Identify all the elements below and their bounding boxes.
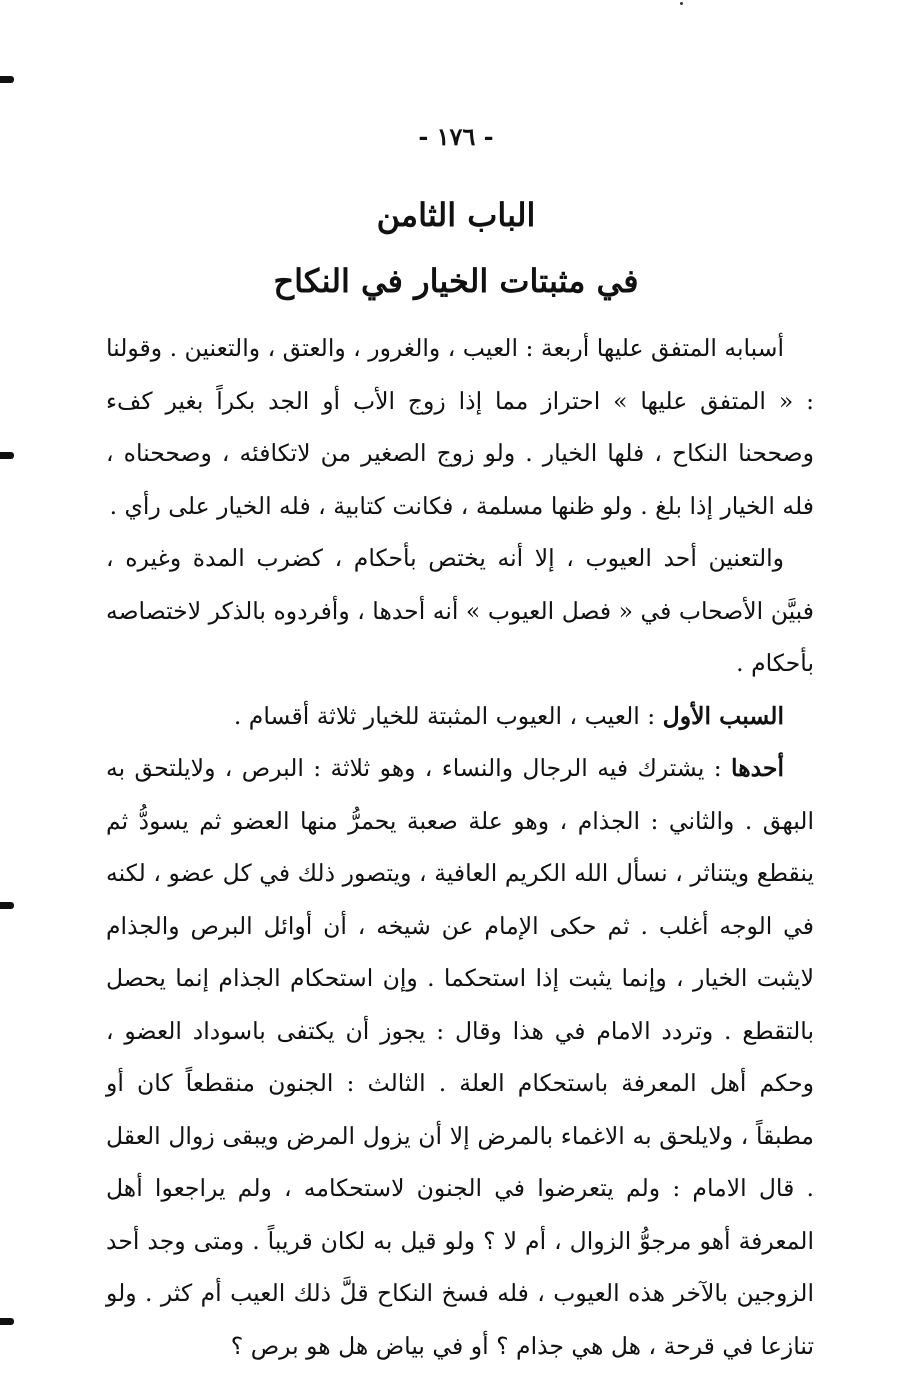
paragraph-text: أسبابه المتفق عليها أربعة : العيب ، والغرور ، والعتق ، والتعنين . وقولنا : « المتفق عليها » احتراز مما إذا زوج الأب أو الجد بكراً بغير كفء وصححنا النكاح ، فلها الخيار . ولو زوج الصغير من لاتكافئه ، وصححناه ، فله الخيار إذا بلغ . ولو ظنها مسلمة ، فكانت كتابية ، فله الخيار على رأي . bbox=[106, 334, 814, 520]
paragraph-text: والتعنين أحد العيوب ، إلا أنه يختص بأحكام ، كضرب المدة وغيره ، فبيَّن الأصحاب في « فصل العيوب » أنه أحدها ، وأفردوه بالذكر لاختصاصه بأحكام . bbox=[106, 544, 814, 677]
section-heading: أحدها bbox=[731, 754, 784, 782]
binding-mark bbox=[0, 1318, 14, 1325]
paragraph-text: : العيب ، العيوب المثبتة للخيار ثلاثة أقسام . bbox=[233, 701, 663, 730]
chapter-title: الباب الثامن bbox=[376, 196, 536, 234]
binding-mark bbox=[0, 452, 14, 459]
binding-mark bbox=[0, 902, 14, 909]
page-number: - ١٧٦ - bbox=[418, 122, 494, 151]
paragraph-text: : يشترك فيه الرجال والنساء ، وهو ثلاثة : البرص ، ولايلتحق به البهق . والثاني : الجذام ، وهو علة صعبة يحمرُّ منها العضو ثم يسودُّ ثم ينقطع ويتناثر ، نسأل الله الكريم العافية ، ويتصور ذلك في كل عضو ، لكنه في الوجه أغلب . ثم حكى الإمام عن شيخه ، أن أوائل البرص والجذام لايثبت الخيار ، وإنما يثبت إذا استحكما . وإن استحكام الجذام إنما يحصل بالتقطع . وتردد الامام في هذا وقال : يجوز أن يكتفى باسوداد العضو ، وحكم أهل المعرفة باستحكام العلة . الثالث : الجنون منقطعاً كان أو مطبقاً ، ولايلحق به الاغماء بالمرض إلا أن يزول المرض ويبقى زوال العقل . قال الامام : ولم يتعرضوا في الجنون لاستحكامه ، ولم يراجعوا أهل المعرفة أهو مرجوُّ الزوال ، أم لا ؟ ولو قيل به لكان قريباً . ومتى وجد أحد الزوجين بالآخر هذه العيوب ، فله فسخ النكاح قلَّ ذلك العيب أم كثر . ولو تنازعا في قرحة ، هل هي جذام ؟ أو في بياض هل هو برص ؟ bbox=[106, 754, 814, 1360]
binding-mark bbox=[0, 76, 14, 83]
paragraph bbox=[106, 532, 814, 690]
paragraph bbox=[106, 322, 814, 532]
scan-speck bbox=[680, 2, 683, 5]
body-text bbox=[106, 322, 814, 1372]
paragraph bbox=[106, 690, 814, 743]
section-heading: السبب الأول bbox=[662, 701, 784, 730]
paragraph bbox=[106, 742, 814, 1372]
chapter-subtitle: في مثبتات الخيار في النكاح bbox=[273, 262, 639, 300]
